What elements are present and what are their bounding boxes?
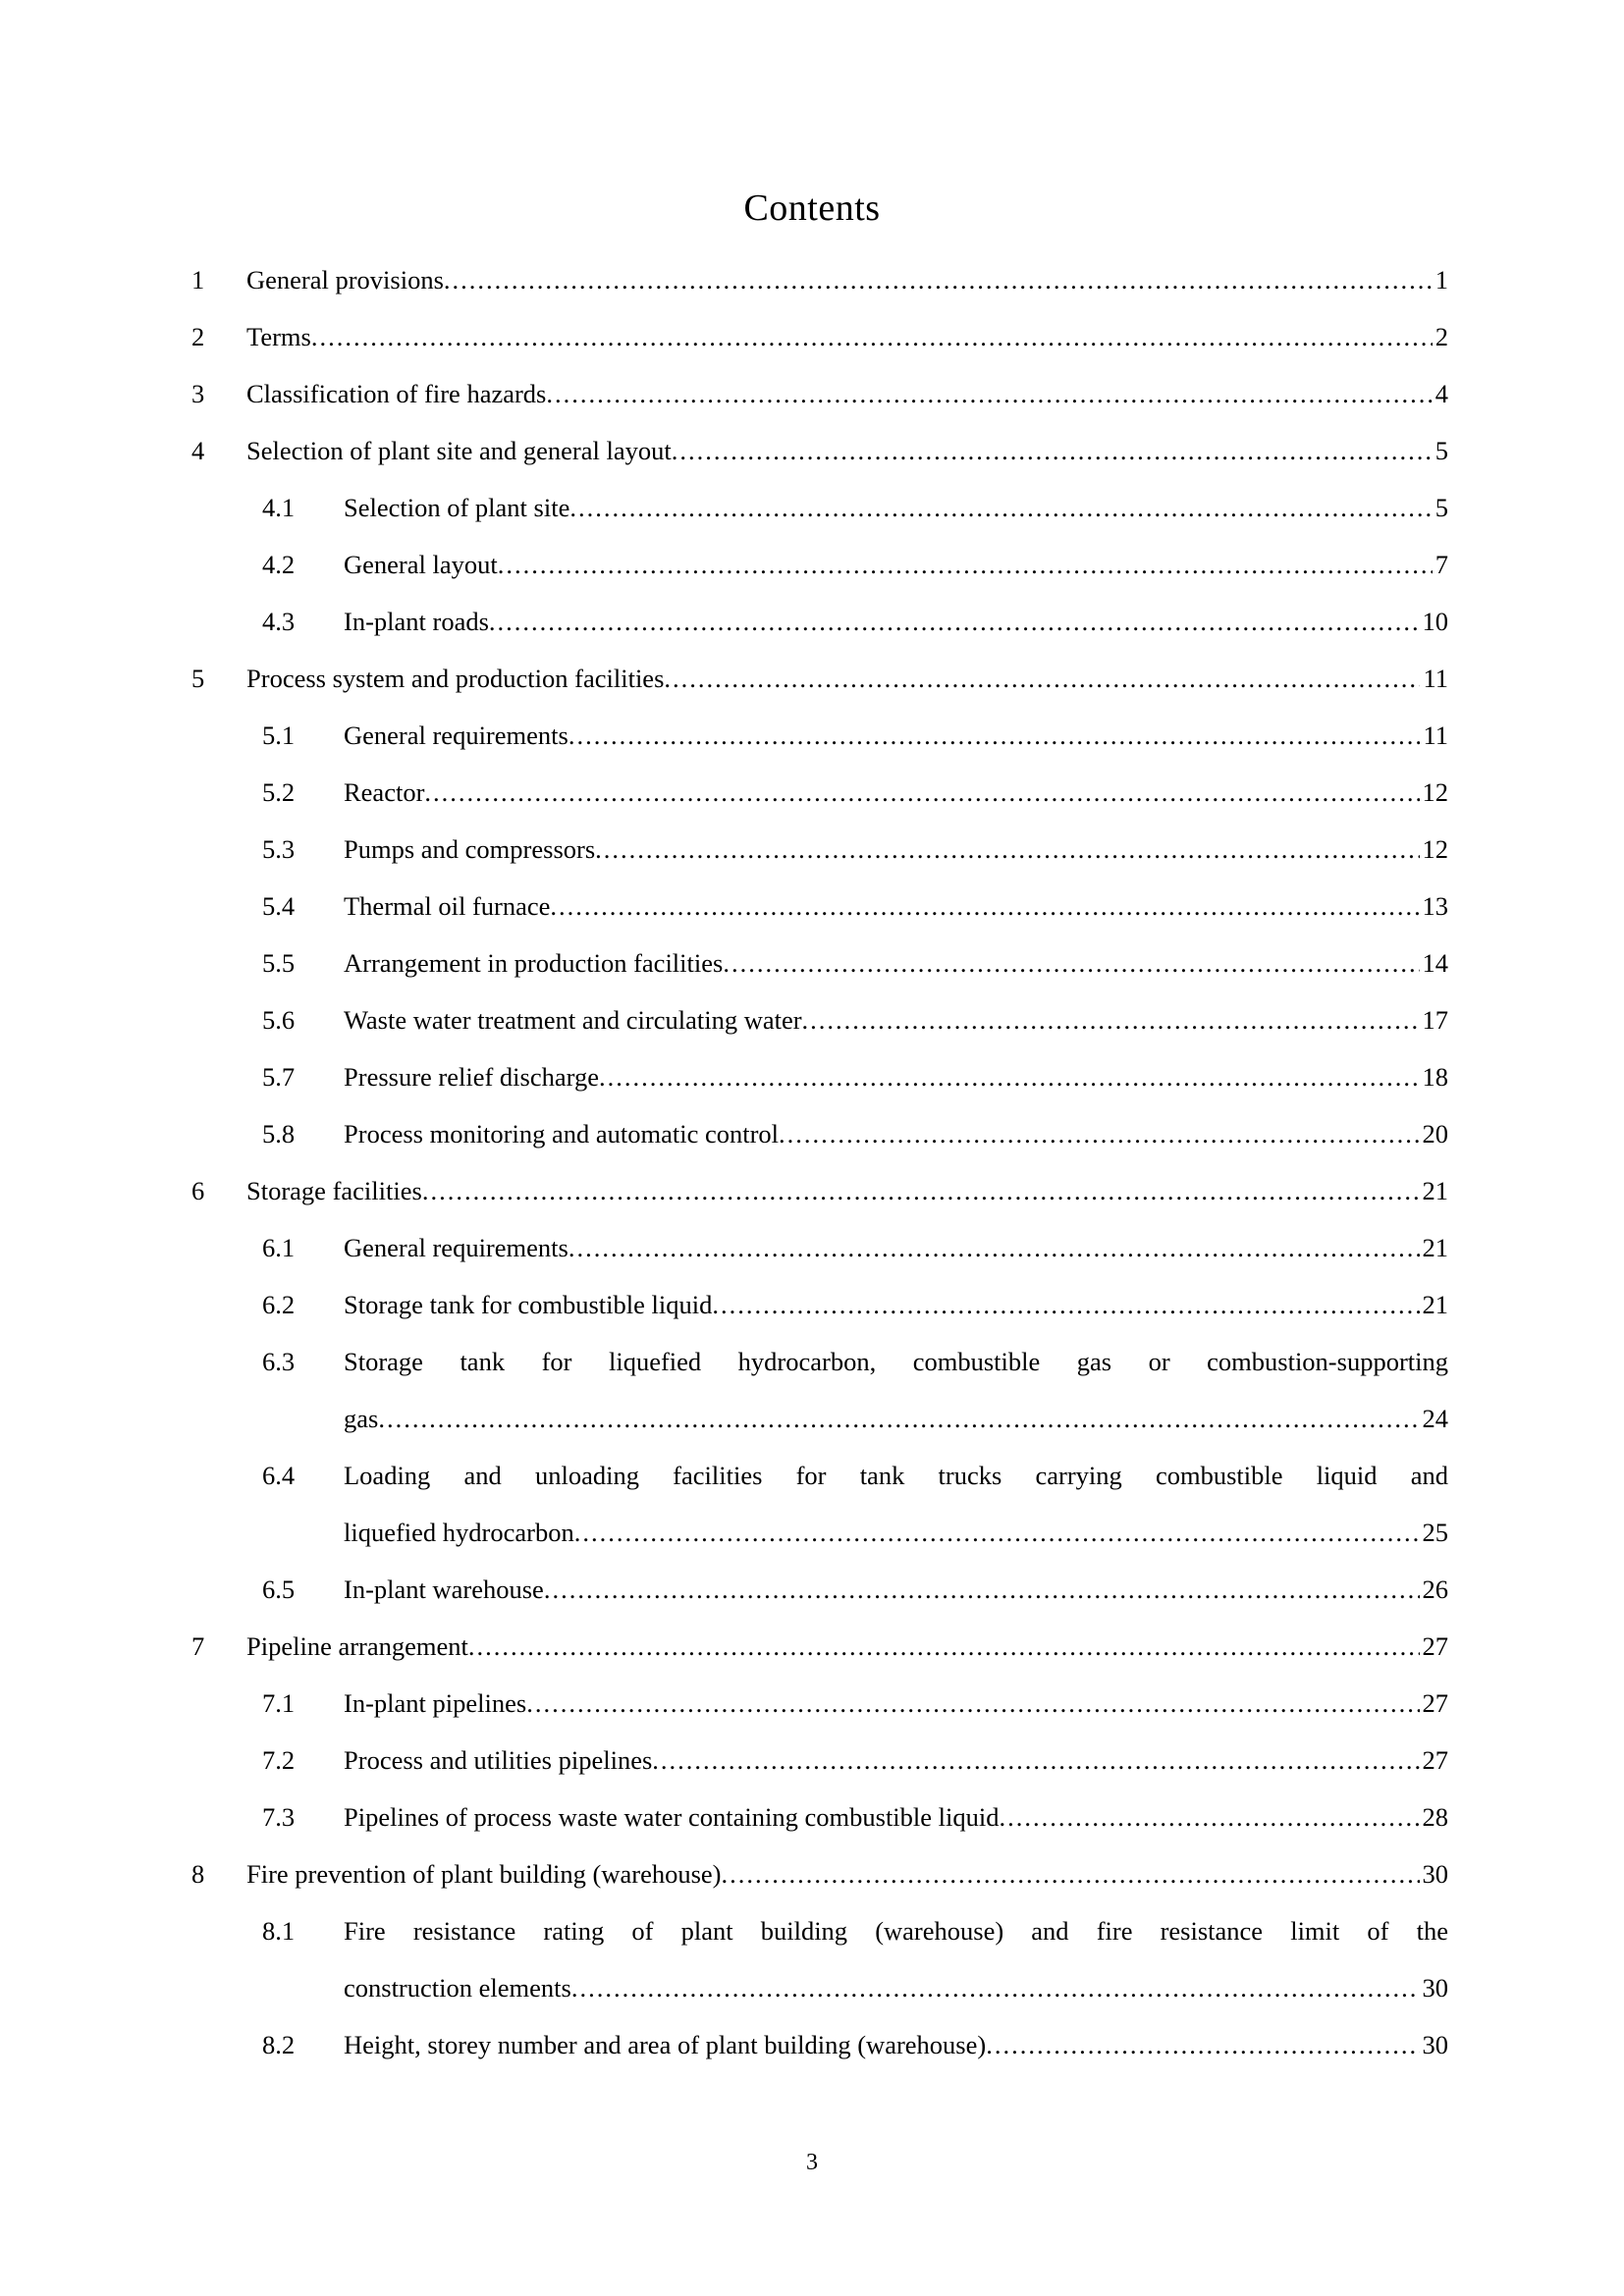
toc-entry-number: 5.1	[262, 721, 296, 750]
toc-entry-label: General provisions	[246, 265, 444, 294]
toc-entry-line	[191, 1561, 1448, 1618]
toc-dot-leader	[311, 308, 1433, 365]
toc-dot-leader	[672, 422, 1433, 479]
toc-entry-line	[191, 1675, 1448, 1732]
toc-entry-page: 27	[1422, 1688, 1448, 1718]
toc-entry-number: 5.2	[262, 777, 296, 807]
toc-entry-number: 7.1	[262, 1688, 296, 1718]
toc-entry-label: gas	[344, 1404, 379, 1433]
toc-entry-number: 3	[191, 379, 205, 408]
toc-entry-label: Process and utilities pipelines	[344, 1745, 653, 1775]
toc-entry-number: 5	[191, 664, 205, 693]
toc-entry-page: 30	[1422, 2030, 1448, 2059]
toc-entry-number: 7.2	[262, 1745, 296, 1775]
toc-entry-number: 7.3	[262, 1802, 296, 1832]
toc-entry-label: construction elements	[344, 1973, 571, 2002]
toc-entry-label: General requirements	[344, 721, 568, 750]
toc-entry-number: 6.5	[262, 1575, 296, 1604]
toc-entry-label: In-plant warehouse	[344, 1575, 544, 1604]
table-of-contents	[191, 251, 1448, 2073]
toc-dot-leader	[712, 1276, 1419, 1333]
toc-entry-label: Process system and production facilities	[246, 664, 665, 693]
toc-dot-leader	[498, 536, 1433, 593]
toc-entry-line	[191, 422, 1448, 479]
toc-entry-page: 28	[1422, 1802, 1448, 1832]
toc-entry-line	[191, 536, 1448, 593]
toc-entry-line	[191, 1959, 1448, 2016]
toc-entry-line	[191, 1219, 1448, 1276]
toc-dot-leader	[569, 479, 1432, 536]
toc-entry-number: 5.8	[262, 1119, 296, 1148]
toc-dot-leader	[599, 1048, 1420, 1105]
toc-entry-line	[191, 934, 1448, 991]
toc-entry-label: Height, storey number and area of plant building (warehouse)	[344, 2030, 987, 2059]
toc-entry-label: Pipeline arrangement	[246, 1631, 468, 1661]
toc-entry-label: Pressure relief discharge	[344, 1062, 599, 1092]
toc-dot-leader	[986, 2016, 1419, 2073]
toc-entry-page: 11	[1423, 664, 1448, 693]
toc-entry-line	[191, 1048, 1448, 1105]
toc-entry-number: 5.6	[262, 1005, 296, 1035]
toc-entry-line	[191, 1902, 1448, 1959]
toc-dot-leader	[468, 1618, 1420, 1675]
toc-dot-leader	[1000, 1789, 1420, 1845]
toc-entry-label: Storage tank for liquefied hydrocarbon, combustible gas or combustion-supporting	[344, 1347, 1448, 1376]
toc-entry-page: 14	[1422, 948, 1448, 978]
toc-entry-page: 30	[1422, 1973, 1448, 2002]
toc-entry-page: 26	[1422, 1575, 1448, 1604]
toc-dot-leader	[550, 878, 1419, 934]
toc-entry-label: General requirements	[344, 1233, 568, 1262]
toc-entry-label: In-plant roads	[344, 607, 489, 636]
toc-entry-label: Fire resistance rating of plant building (warehouse) and fire resistance limit of the	[344, 1916, 1448, 1946]
toc-entry-label: Storage tank for combustible liquid	[344, 1290, 713, 1319]
toc-entry-page: 12	[1422, 777, 1448, 807]
toc-dot-leader	[664, 650, 1420, 707]
toc-entry-line	[191, 593, 1448, 650]
toc-dot-leader	[779, 1105, 1419, 1162]
toc-entry-line	[191, 821, 1448, 878]
toc-entry-page: 5	[1435, 493, 1448, 522]
toc-entry-number: 2	[191, 322, 205, 351]
toc-entry-number: 6.4	[262, 1461, 296, 1490]
toc-dot-leader	[595, 821, 1419, 878]
toc-entry-label: Terms	[246, 322, 311, 351]
toc-entry-page: 11	[1423, 721, 1448, 750]
toc-entry-label: Process monitoring and automatic control	[344, 1119, 780, 1148]
toc-entry-page: 30	[1422, 1859, 1448, 1889]
toc-entry-label: Arrangement in production facilities	[344, 948, 724, 978]
toc-entry-label: Selection of plant site and general layout	[246, 436, 672, 465]
toc-dot-leader	[802, 991, 1420, 1048]
toc-dot-leader	[574, 1504, 1420, 1561]
toc-entry-number: 8.1	[262, 1916, 296, 1946]
toc-entry-line	[191, 1162, 1448, 1219]
toc-entry-line	[191, 2016, 1448, 2073]
toc-entry-line	[191, 308, 1448, 365]
toc-entry-line	[191, 251, 1448, 308]
page-number: 3	[806, 2150, 818, 2175]
toc-entry-line	[191, 707, 1448, 764]
toc-entry-page: 4	[1435, 379, 1448, 408]
toc-entry-page: 27	[1422, 1745, 1448, 1775]
toc-entry-number: 8.2	[262, 2030, 296, 2059]
toc-entry-label: Pipelines of process waste water containing combustible liquid	[344, 1802, 1000, 1832]
toc-dot-leader	[526, 1675, 1419, 1732]
toc-entry-number: 4.2	[262, 550, 296, 579]
toc-entry-number: 4.3	[262, 607, 296, 636]
toc-entry-label: Reactor	[344, 777, 425, 807]
toc-entry-line	[191, 1789, 1448, 1845]
toc-entry-number: 8	[191, 1859, 205, 1889]
toc-entry-page: 12	[1422, 834, 1448, 864]
toc-entry-label: Selection of plant site	[344, 493, 570, 522]
toc-entry-label: Classification of fire hazards	[246, 379, 547, 408]
toc-entry-page: 24	[1422, 1404, 1448, 1433]
toc-entry-label: Fire prevention of plant building (warehouse)	[246, 1859, 722, 1889]
toc-entry-page: 7	[1435, 550, 1448, 579]
toc-entry-number: 4.1	[262, 493, 296, 522]
toc-entry-label: Pumps and compressors	[344, 834, 596, 864]
toc-entry-number: 7	[191, 1631, 205, 1661]
toc-dot-leader	[722, 1845, 1420, 1902]
toc-entry-label: In-plant pipelines	[344, 1688, 527, 1718]
page-title: Contents	[743, 187, 881, 229]
toc-dot-leader	[422, 1162, 1420, 1219]
toc-dot-leader	[424, 764, 1419, 821]
toc-entry-page: 10	[1422, 607, 1448, 636]
toc-entry-page: 13	[1422, 891, 1448, 921]
toc-entry-line	[191, 764, 1448, 821]
toc-entry-line	[191, 1390, 1448, 1447]
toc-entry-line	[191, 1105, 1448, 1162]
toc-dot-leader	[444, 251, 1433, 308]
toc-entry-line	[191, 1732, 1448, 1789]
toc-entry-label: Storage facilities	[246, 1176, 422, 1205]
toc-dot-leader	[652, 1732, 1419, 1789]
toc-dot-leader	[723, 934, 1419, 991]
toc-entry-page: 21	[1422, 1290, 1448, 1319]
toc-entry-number: 5.7	[262, 1062, 296, 1092]
toc-entry-line	[191, 991, 1448, 1048]
toc-entry-line	[191, 1333, 1448, 1390]
toc-entry-page: 27	[1422, 1631, 1448, 1661]
toc-entry-line	[191, 1504, 1448, 1561]
toc-entry-line	[191, 650, 1448, 707]
toc-entry-page: 25	[1422, 1518, 1448, 1547]
toc-entry-label: General layout	[344, 550, 498, 579]
toc-dot-leader	[546, 365, 1432, 422]
toc-entry-label: liquefied hydrocarbon	[344, 1518, 574, 1547]
toc-entry-page: 1	[1435, 265, 1448, 294]
toc-entry-page: 21	[1422, 1176, 1448, 1205]
toc-entry-number: 5.3	[262, 834, 296, 864]
toc-entry-number: 6	[191, 1176, 205, 1205]
toc-entry-line	[191, 1618, 1448, 1675]
toc-entry-number: 5.5	[262, 948, 296, 978]
toc-entry-number: 4	[191, 436, 205, 465]
toc-entry-page: 20	[1422, 1119, 1448, 1148]
toc-entry-number: 6.3	[262, 1347, 296, 1376]
toc-entry-line	[191, 1845, 1448, 1902]
toc-entry-line	[191, 878, 1448, 934]
toc-entry-line	[191, 1447, 1448, 1504]
toc-entry-page: 5	[1435, 436, 1448, 465]
toc-entry-line	[191, 1276, 1448, 1333]
toc-entry-page: 21	[1422, 1233, 1448, 1262]
toc-dot-leader	[568, 707, 1421, 764]
toc-entry-label: Thermal oil furnace	[344, 891, 551, 921]
toc-entry-number: 6.2	[262, 1290, 296, 1319]
toc-dot-leader	[489, 593, 1420, 650]
toc-entry-label: Loading and unloading facilities for tank trucks carrying combustible liquid and	[344, 1461, 1448, 1490]
toc-dot-leader	[571, 1959, 1420, 2016]
toc-entry-line	[191, 365, 1448, 422]
toc-entry-label: Waste water treatment and circulating water	[344, 1005, 802, 1035]
toc-entry-page: 17	[1422, 1005, 1448, 1035]
toc-entry-number: 1	[191, 265, 205, 294]
toc-dot-leader	[544, 1561, 1420, 1618]
toc-entry-number: 5.4	[262, 891, 296, 921]
toc-entry-page: 18	[1422, 1062, 1448, 1092]
toc-entry-number: 6.1	[262, 1233, 296, 1262]
toc-entry-line	[191, 479, 1448, 536]
toc-dot-leader	[378, 1390, 1419, 1447]
toc-dot-leader	[568, 1219, 1420, 1276]
toc-entry-page: 2	[1435, 322, 1448, 351]
